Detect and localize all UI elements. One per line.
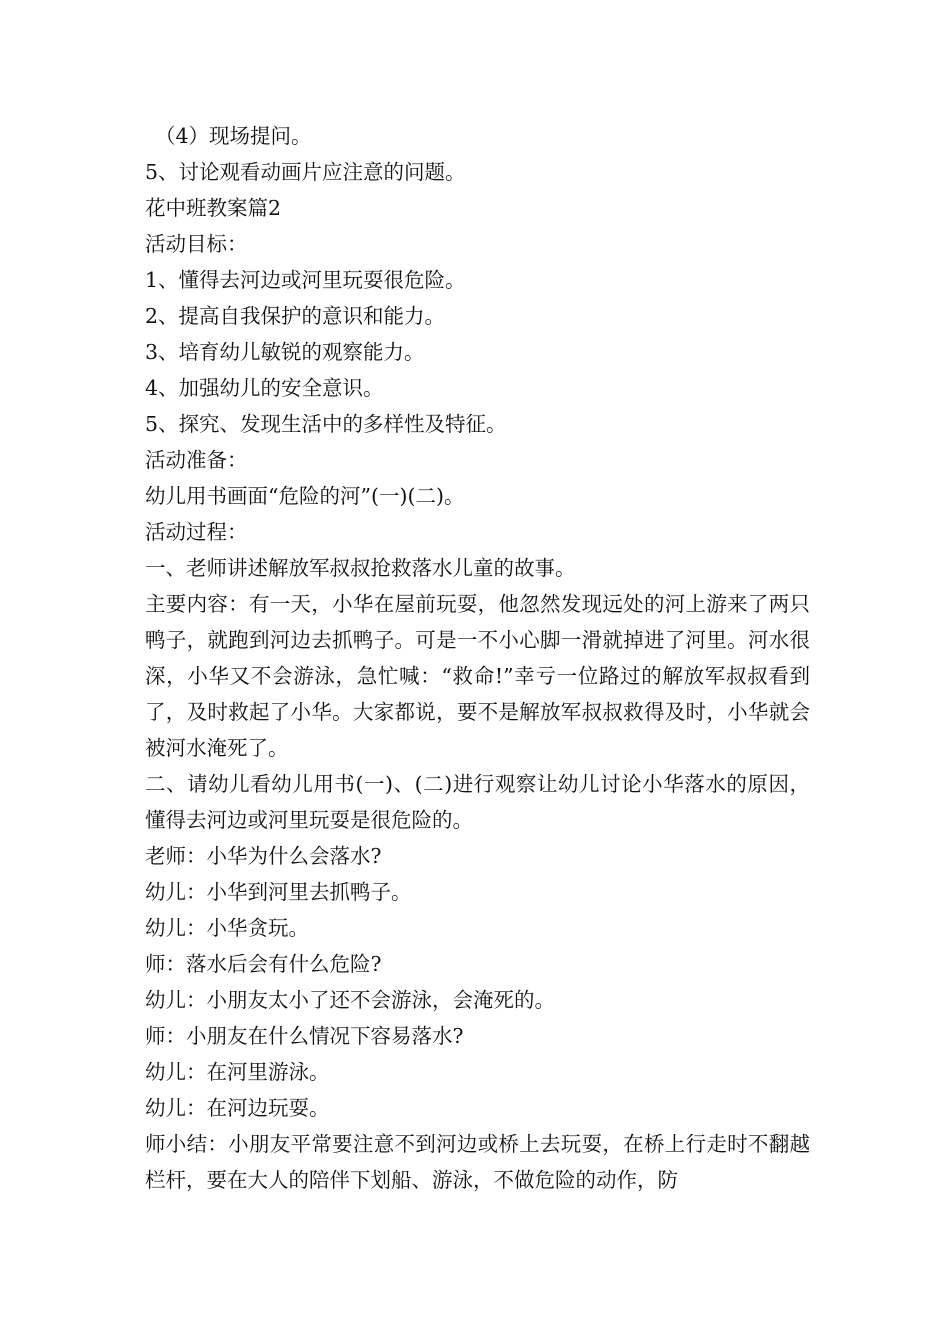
paragraph: 幼儿：小朋友太小了还不会游泳，会淹死的。 (145, 988, 555, 1012)
paragraph: 4、加强幼儿的安全意识。 (145, 376, 384, 400)
paragraph: 幼儿：小华到河里去抓鸭子。 (145, 880, 412, 904)
document-body (145, 118, 810, 1198)
paragraph: 活动过程： (145, 520, 248, 544)
paragraph: （4）现场提问。 (155, 124, 312, 148)
paragraph: 幼儿：在河边玩耍。 (145, 1096, 330, 1120)
paragraph: 2、提高自我保护的意识和能力。 (145, 304, 446, 328)
paragraph: 二、请幼儿看幼儿用书(一)、(二)进行观察让幼儿讨论小华落水的原因，懂得去河边或河里玩耍是很危险的。 (145, 772, 810, 832)
paragraph: 5、讨论观看动画片应注意的问题。 (145, 160, 466, 184)
paragraph: 幼儿用书画面“危险的河”(一)(二)。 (145, 484, 465, 508)
paragraph: 活动目标： (145, 232, 248, 256)
paragraph: 5、探究、发现生活中的多样性及特征。 (145, 412, 507, 436)
paragraph: 活动准备： (145, 448, 248, 472)
section-heading: 花中班教案篇2 (145, 196, 282, 220)
paragraph: 1、懂得去河边或河里玩耍很危险。 (145, 268, 466, 292)
paragraph: 幼儿：在河里游泳。 (145, 1060, 330, 1084)
paragraph: 师：落水后会有什么危险? (145, 952, 382, 976)
paragraph: 主要内容：有一天，小华在屋前玩耍，他忽然发现远处的河上游来了两只鸭子，就跑到河边去抓鸭子。可是一不小心脚一滑就掉进了河里。河水很深，小华又不会游泳，急忙喊：“救命!”幸亏一位路过的解放军叔叔看到了，及时救起了小华。大家都说，要不是解放军叔叔救得及时，小华就会被河水淹死了。 (145, 592, 810, 760)
paragraph: 老师：小华为什么会落水? (145, 844, 382, 868)
paragraph: 3、培育幼儿敏锐的观察能力。 (145, 340, 425, 364)
paragraph: 一、老师讲述解放军叔叔抢救落水儿童的故事。 (145, 556, 576, 580)
paragraph: 幼儿：小华贪玩。 (145, 916, 309, 940)
paragraph: 师：小朋友在什么情况下容易落水? (145, 1024, 464, 1048)
paragraph: 师小结：小朋友平常要注意不到河边或桥上去玩耍，在桥上行走时不翻越栏杆，要在大人的陪伴下划船、游泳，不做危险的动作，防 (145, 1132, 810, 1192)
